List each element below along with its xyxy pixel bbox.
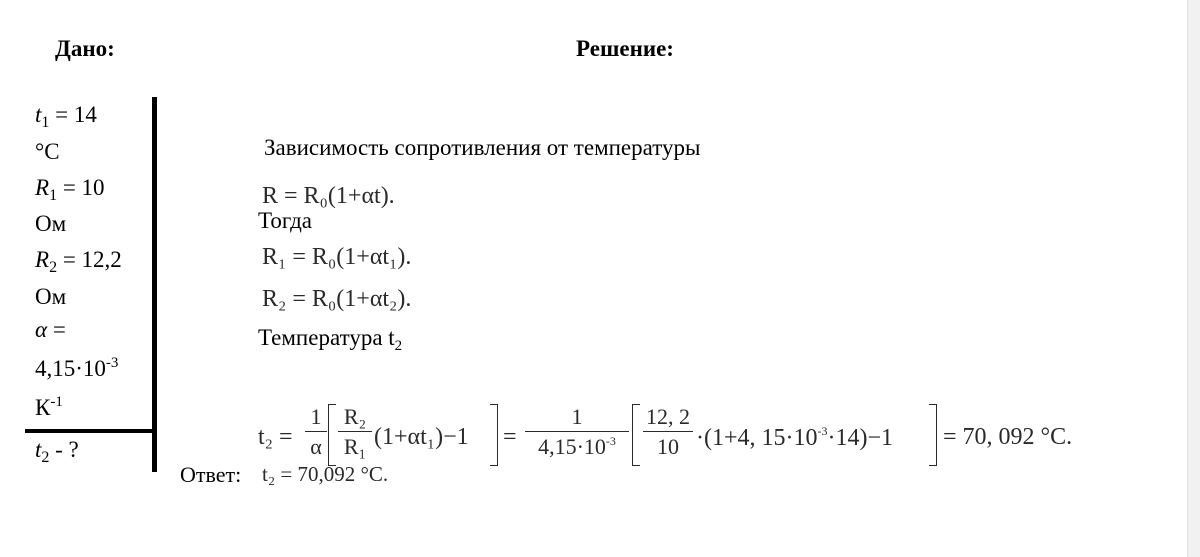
given-divider-vertical <box>152 97 157 472</box>
calc-bracket-open-1 <box>328 404 336 466</box>
calc-result: = 70, 092 °C. <box>943 424 1073 450</box>
given-alpha-unit: $К^{-1}$ <box>35 394 63 420</box>
calc-tail: ·(1+4, $15\cdot 10^{-3}\cdot 14)-1$ <box>696 424 894 451</box>
solution-then: Тогда <box>258 208 313 233</box>
calc-lhs: t₂ = <box>258 424 293 450</box>
formula-r1: R₁ = R₀(1+αt₁). <box>262 244 412 270</box>
given-t1-unit: °C <box>35 139 60 164</box>
temp-label: Температура $t_2$ <box>258 325 403 354</box>
given-r2: $R_2 = 12,2$ <box>35 247 122 276</box>
calc-bracket-open-2 <box>632 404 640 466</box>
calc-bracket-close-1 <box>490 404 498 466</box>
calc-mid: (1+αt₁)−1 <box>374 424 469 450</box>
solution-intro: Зависимость сопротивления от температуры <box>264 135 701 160</box>
given-alpha: α = <box>35 317 66 342</box>
scrollbar[interactable] <box>1187 0 1200 557</box>
formula-main: R = R₀(1+αt). <box>262 183 395 209</box>
formula-r2: R₂ = R₀(1+αt₂). <box>262 286 412 312</box>
answer-label: Ответ: <box>180 462 242 487</box>
solution-heading: Решение: <box>576 36 674 61</box>
given-find: $t_2$ - ? <box>35 437 79 466</box>
given-panel <box>25 97 158 472</box>
calc-eq: = <box>503 424 517 450</box>
calc-frac-1-alpha: $\frac{1}{\alpha}$ <box>305 404 327 460</box>
calc-frac-ratio: $\frac{12, 2}{10}$ <box>643 404 693 460</box>
calc-frac-r2-r1: $\frac{\text{R₂}}{\text{R₁}}$ <box>338 404 372 460</box>
given-alpha-value: $4,15\cdot 10^{-3}$ <box>35 355 119 381</box>
given-divider-horizontal <box>25 429 157 433</box>
given-r2-unit: Ом <box>35 284 67 309</box>
given-t1: $t_1 = 14$ <box>35 102 97 131</box>
answer-value: t₂ = 70,092 °C. <box>262 462 389 486</box>
calc-frac-1-value: $\frac{1}{4,15\cdot 10^{-3}}$ <box>525 404 629 460</box>
given-r1-unit: Ом <box>35 211 67 236</box>
given-heading: Дано: <box>55 36 115 61</box>
calc-bracket-close-2 <box>929 404 937 466</box>
given-r1: $R_1 = 10$ <box>35 175 105 204</box>
